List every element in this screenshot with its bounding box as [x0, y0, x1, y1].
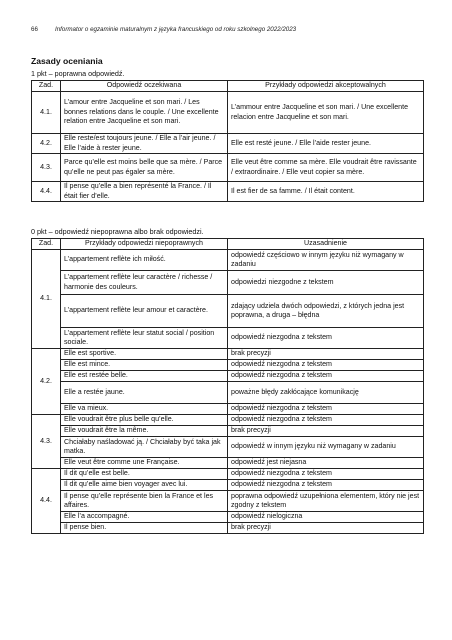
task-number: 4.1. — [32, 250, 61, 349]
justification: odpowiedź niezgodna z tekstem — [228, 415, 424, 426]
table-row — [32, 458, 424, 469]
part1-label: 1 pkt – poprawna odpowiedź. — [31, 69, 125, 78]
justification: odpowiedź niezgodna z tekstem — [228, 328, 424, 349]
task-number: 4.4. — [32, 469, 61, 534]
incorrect-example: L’appartement reflète leur statut social / position sociale. — [61, 328, 228, 349]
table-row — [32, 182, 424, 202]
accepted-answer: L’ammour entre Jacqueline et son mari. / Une excellente relacion entre Jacqueline et son mari. — [228, 92, 424, 134]
incorrect-example: Elle va mieux. — [61, 404, 228, 415]
section-title: Zasady oceniania — [31, 56, 103, 66]
justification: poprawna odpowiedź uzupełniona elementem, który nie jest zgodny z tekstem — [228, 491, 424, 512]
incorrect-example: L’appartement reflète leur caractère / richesse / harmonie des couleurs. — [61, 271, 228, 295]
incorrect-example: Chciałaby naśladować ją. / Chciałaby być taka jak matka. — [61, 437, 228, 458]
justification: zdający udziela dwóch odpowiedzi, z których jedna jest poprawna, a druga – błędna — [228, 295, 424, 328]
justification: odpowiedź w innym języku niż wymagany w zadaniu — [228, 437, 424, 458]
task-number: 4.4. — [32, 182, 61, 202]
expected-answer: Elle reste/est toujours jeune. / Elle a l’air jeune. / Elle l’aide à rester jeune. — [61, 134, 228, 154]
table-row — [32, 426, 424, 437]
incorrect-example: Il dit qu’elle est belle. — [61, 469, 228, 480]
column-header: Przykłady odpowiedzi niepoprawnych — [61, 239, 228, 250]
incorrect-example: Elle voudrait être la même. — [61, 426, 228, 437]
table-row — [32, 415, 424, 426]
column-header: Uzasadnienie — [228, 239, 424, 250]
justification: brak precyzji — [228, 523, 424, 534]
table-row — [32, 371, 424, 382]
table-row — [32, 523, 424, 534]
justification: brak precyzji — [228, 349, 424, 360]
table-row — [32, 480, 424, 491]
incorrect-example: Il dit qu’elle aime bien voyager avec lui. — [61, 480, 228, 491]
justification: brak precyzji — [228, 426, 424, 437]
table-header-row — [32, 81, 424, 92]
header-title: Informator o egzaminie maturalnym z języka francuskiego od roku szkolnego 2022/2023 — [55, 26, 297, 33]
incorrect-example: Elle a restée jaune. — [61, 382, 228, 404]
table-row — [32, 512, 424, 523]
table-row — [32, 491, 424, 512]
task-number: 4.3. — [32, 154, 61, 182]
page-header — [31, 26, 423, 33]
column-header: Odpowiedź oczekiwana — [61, 81, 228, 92]
table-row — [32, 271, 424, 295]
table-row — [32, 360, 424, 371]
expected-answer: L’amour entre Jacqueline et son mari. / Les bonnes relations dans le couple. / Une excellente relation entre Jacqueline et son mari. — [61, 92, 228, 134]
justification: odpowiedź niezgodna z tekstem — [228, 371, 424, 382]
incorrect-example: Elle est restée belle. — [61, 371, 228, 382]
justification: odpowiedź jest niejasna — [228, 458, 424, 469]
part2-label: 0 pkt – odpowiedź niepoprawna albo brak odpowiedzi. — [31, 227, 204, 236]
table-row — [32, 404, 424, 415]
incorrect-example: Il pense qu’elle représente bien la France et les affaires. — [61, 491, 228, 512]
incorrect-example: L’appartement reflète ich miłość. — [61, 250, 228, 271]
expected-answer: Il pense qu’elle a bien représenté la France. / Il était fier d’elle. — [61, 182, 228, 202]
justification: odpowiedź częściowo w innym języku niż wymagany w zadaniu — [228, 250, 424, 271]
expected-answer: Parce qu’elle est moins belle que sa mère. / Parce qu’elle ne peut pas égaler sa mère. — [61, 154, 228, 182]
table-header-row — [32, 239, 424, 250]
task-number: 4.1. — [32, 92, 61, 134]
incorrect-example: L’appartement reflète leur amour et caractère. — [61, 295, 228, 328]
justification: odpowiedź niezgodna z tekstem — [228, 469, 424, 480]
justification: odpowiedź niezgodna z tekstem — [228, 360, 424, 371]
incorrect-example: Elle est sportive. — [61, 349, 228, 360]
task-number: 4.3. — [32, 415, 61, 469]
incorrect-example: Elle est mince. — [61, 360, 228, 371]
incorrect-answers-table — [31, 238, 424, 534]
table-row — [32, 382, 424, 404]
accepted-answer: Il est fier de sa famme. / Il était content. — [228, 182, 424, 202]
table-row — [32, 134, 424, 154]
correct-answers-table — [31, 80, 424, 202]
column-header: Zad. — [32, 81, 61, 92]
justification: odpowiedź niezgodna z tekstem — [228, 480, 424, 491]
table-row — [32, 154, 424, 182]
task-number: 4.2. — [32, 349, 61, 415]
justification: poważne błędy zakłócające komunikację — [228, 382, 424, 404]
justification: odpowiedź nielogiczna — [228, 512, 424, 523]
task-number: 4.2. — [32, 134, 61, 154]
column-header: Przykłady odpowiedzi akceptowalnych — [228, 81, 424, 92]
justification: odpowiedź niezgodna z tekstem — [228, 404, 424, 415]
table-row — [32, 349, 424, 360]
incorrect-example: Il pense bien. — [61, 523, 228, 534]
accepted-answer: Elle est resté jeune. / Elle l’aide rester jeune. — [228, 134, 424, 154]
accepted-answer: Elle veut être comme sa mère. Elle voudrait être ravissante / extraordinaire. / Elle veut copier sa mère. — [228, 154, 424, 182]
table-row — [32, 250, 424, 271]
incorrect-example: Elle l’a accompagné. — [61, 512, 228, 523]
table-row — [32, 92, 424, 134]
table-row — [32, 328, 424, 349]
table-row — [32, 295, 424, 328]
column-header: Zad. — [32, 239, 61, 250]
table-row — [32, 437, 424, 458]
incorrect-example: Elle voudrait être plus belle qu’elle. — [61, 415, 228, 426]
page-number: 66 — [31, 26, 38, 33]
incorrect-example: Elle veut être comme une Française. — [61, 458, 228, 469]
justification: odpowiedzi niezgodne z tekstem — [228, 271, 424, 295]
table-row — [32, 469, 424, 480]
